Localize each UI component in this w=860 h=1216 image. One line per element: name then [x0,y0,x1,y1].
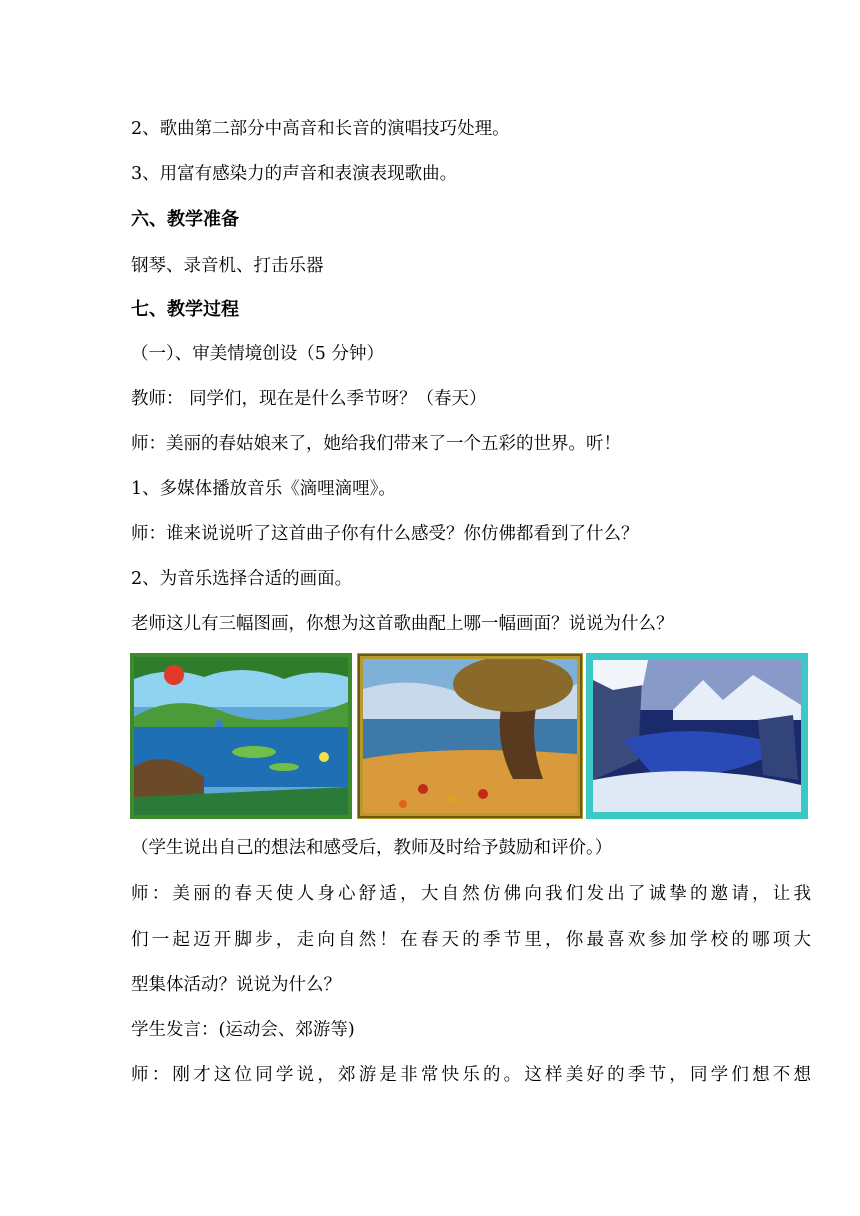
line-7: 1、多媒体播放音乐《滴哩滴哩》。 [131,479,396,499]
line-5: 教师： 同学们，现在是什么季节呀？（春天） [131,389,487,409]
line-15: 学生发言：(运动会、郊游等) [131,1020,355,1040]
line-10: 老师这儿有三幅图画，你想为这首歌曲配上哪一幅画面？说说为什么？ [131,614,674,634]
line-3: 钢琴、录音机、打击乐器 [131,256,324,276]
heading-seven: 七、教学过程 [131,299,239,320]
heading-six: 六、教学准备 [131,209,239,230]
autumn-tree-image [357,653,583,819]
line-4: （一）、审美情境创设（5 分钟） [131,344,384,364]
line-9: 2、为音乐选择合适的画面。 [131,569,353,589]
line-14: 型集体活动？说说为什么？ [131,975,341,995]
line-6: 师：美丽的春姑娘来了，她给我们带来了一个五彩的世界。听！ [131,434,621,454]
line-11: （学生说出自己的想法和感受后，教师及时给予鼓励和评价。） [131,838,613,858]
spring-pond-image [130,653,352,819]
line-1: 2、歌曲第二部分中高音和长音的演唱技巧处理。 [131,119,510,139]
line-13: 们一起迈开脚步，走向自然！在春天的季节里，你最喜欢参加学校的哪项大 [131,930,811,950]
winter-lake-image [586,653,808,819]
line-12: 师：美丽的春天使人身心舒适，大自然仿佛向我们发出了诚挚的邀请，让我 [131,884,811,904]
line-16: 师：刚才这位同学说，郊游是非常快乐的。这样美好的季节，同学们想不想 [131,1065,811,1085]
line-2: 3、用富有感染力的声音和表演表现歌曲。 [131,164,458,184]
line-8: 师：谁来说说听了这首曲子你有什么感受？你仿佛都看到了什么？ [131,524,639,544]
